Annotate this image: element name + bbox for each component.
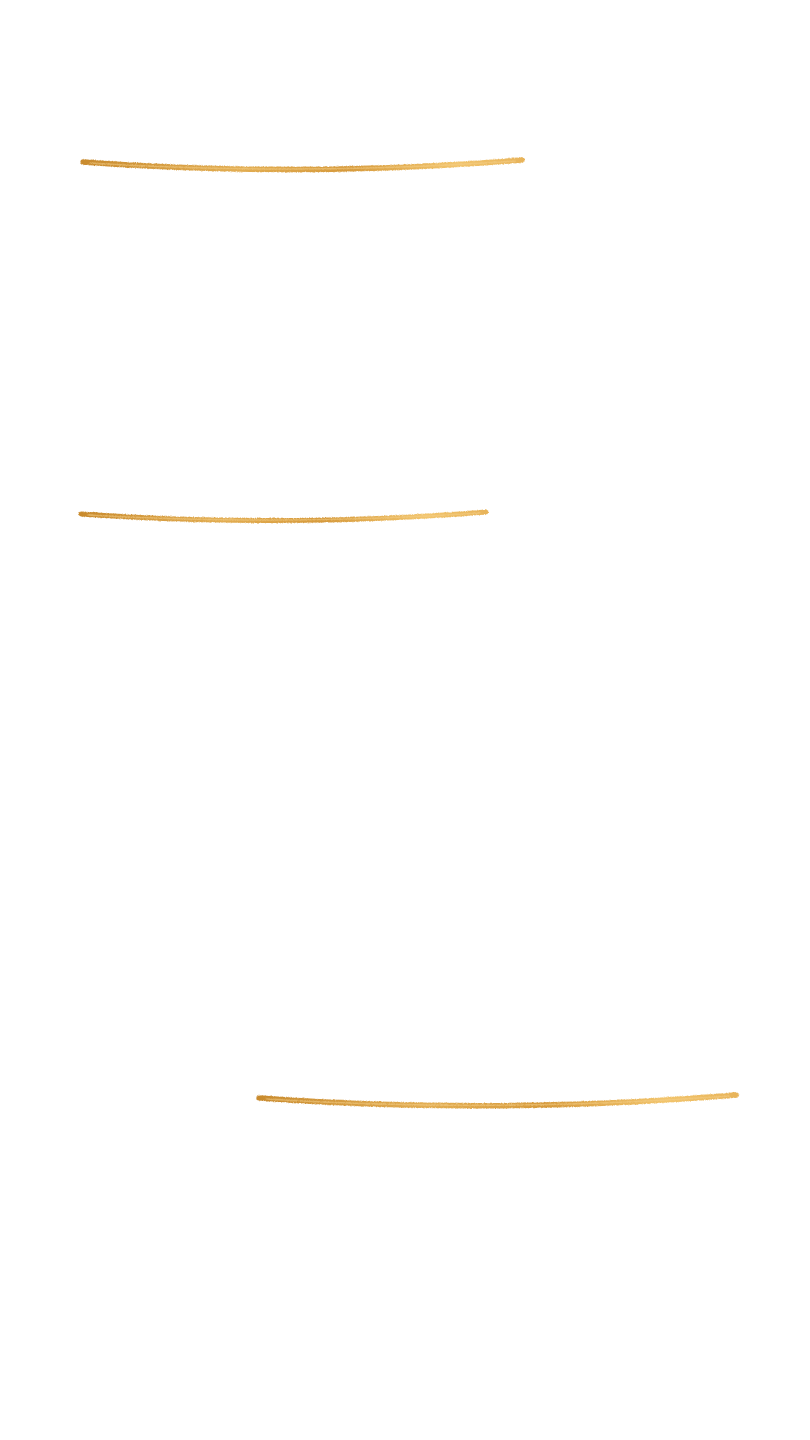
gold-brush-stroke-bottom bbox=[259, 1095, 736, 1106]
gold-brush-stroke-top bbox=[83, 160, 522, 170]
gold-brush-stroke-middle bbox=[81, 512, 486, 521]
